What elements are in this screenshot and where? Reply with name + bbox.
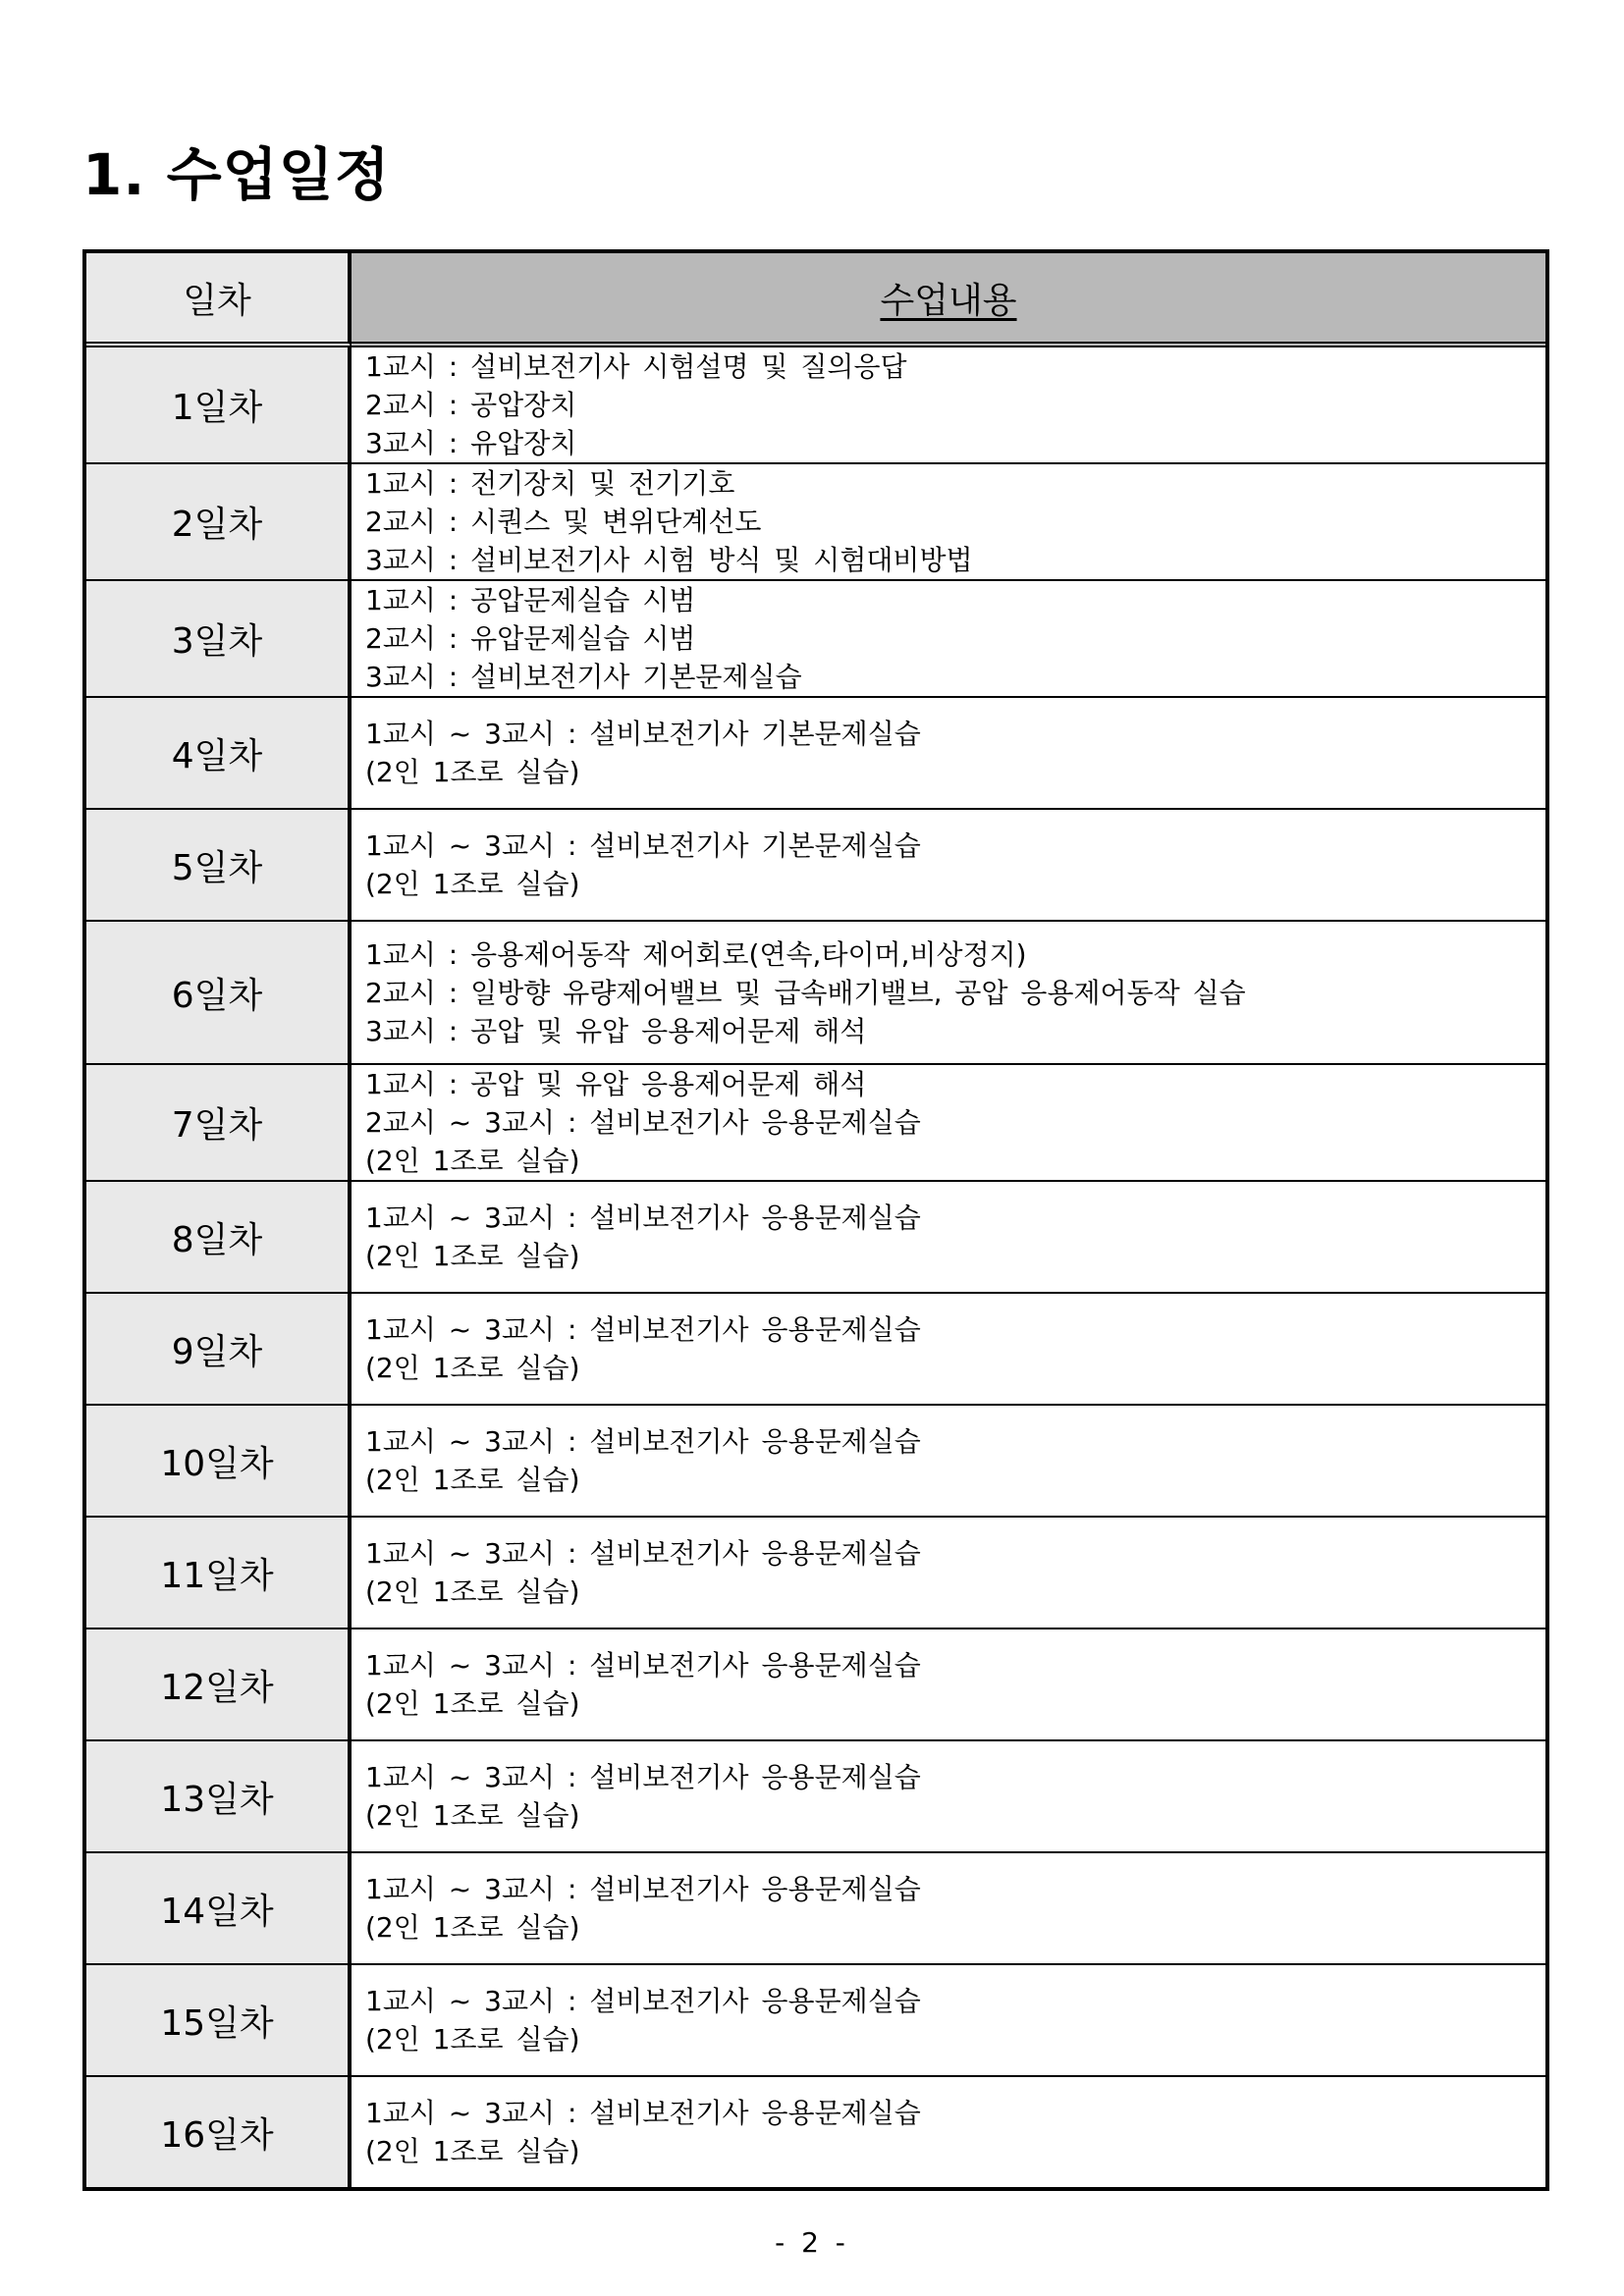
content-cell [352, 698, 1545, 810]
content-cell [352, 581, 1545, 698]
content-line: 1교시 ~ 3교시 : 설비보전기사 응용문제실습 [365, 1649, 921, 1682]
content-line: 2교시 : 공압장치 [365, 389, 577, 421]
content-line: 1교시 : 공압문제실습 시범 [365, 584, 696, 616]
content-line: 2교시 : 시퀀스 및 변위단계선도 [365, 506, 762, 538]
content-line: (2인 1조로 실습) [365, 1575, 580, 1608]
table-row [86, 922, 1545, 1065]
content-line: (2인 1조로 실습) [365, 1464, 580, 1496]
content-line: 3교시 : 공압 및 유압 응용제어문제 해석 [365, 1014, 867, 1047]
content-cell [352, 1294, 1545, 1406]
table-row [86, 1965, 1545, 2077]
table-row [86, 1741, 1545, 1853]
content-cell [352, 347, 1545, 464]
content-line: 1교시 ~ 3교시 : 설비보전기사 응용문제실습 [365, 1761, 921, 1793]
content-line: 1교시 : 전기장치 및 전기기호 [365, 467, 735, 500]
content-cell [352, 1065, 1545, 1182]
content-line: 1교시 ~ 3교시 : 설비보전기사 응용문제실습 [365, 1985, 921, 2017]
day-cell: 5일차 [86, 810, 352, 922]
table-row [86, 581, 1545, 698]
content-line: 1교시 ~ 3교시 : 설비보전기사 응용문제실습 [365, 1537, 921, 1570]
table-row [86, 2077, 1545, 2187]
content-line: (2인 1조로 실습) [365, 1799, 580, 1832]
table-row [86, 698, 1545, 810]
day-cell: 10일차 [86, 1406, 352, 1518]
content-line: (2인 1조로 실습) [365, 1240, 580, 1272]
day-cell: 7일차 [86, 1065, 352, 1182]
content-line: (2인 1조로 실습) [365, 1911, 580, 1944]
header-content-label: 수업내용 [880, 280, 1017, 321]
day-cell: 2일차 [86, 464, 352, 581]
day-cell: 13일차 [86, 1741, 352, 1853]
content-line: 2교시 : 일방향 유량제어밸브 및 급속배기밸브, 공압 응용제어동작 실습 [365, 976, 1246, 1009]
content-line: 1교시 ~ 3교시 : 설비보전기사 응용문제실습 [365, 1873, 921, 1905]
content-line: 1교시 : 응용제어동작 제어회로(연속,타이머,비상정지) [365, 937, 1027, 971]
content-line: (2인 1조로 실습) [365, 1145, 580, 1177]
day-cell: 12일차 [86, 1629, 352, 1741]
content-line: (2인 1조로 실습) [365, 756, 580, 788]
day-cell: 1일차 [86, 347, 352, 464]
table-row [86, 1182, 1545, 1294]
content-cell [352, 2077, 1545, 2187]
content-cell [352, 922, 1545, 1065]
table-row [86, 464, 1545, 581]
table-row [86, 1629, 1545, 1741]
day-cell: 11일차 [86, 1518, 352, 1629]
day-cell: 6일차 [86, 922, 352, 1065]
table-row [86, 1406, 1545, 1518]
day-cell: 15일차 [86, 1965, 352, 2077]
content-cell [352, 1965, 1545, 2077]
content-line: 1교시 : 공압 및 유압 응용제어문제 해석 [365, 1068, 867, 1100]
content-cell [352, 1182, 1545, 1294]
page-number: - 2 - [775, 2226, 849, 2259]
content-cell [352, 1406, 1545, 1518]
header-content [352, 253, 1545, 347]
schedule-body [86, 253, 1545, 2187]
content-line: 2교시 ~ 3교시 : 설비보전기사 응용문제실습 [365, 1106, 921, 1139]
table-row [86, 1065, 1545, 1182]
content-cell [352, 1853, 1545, 1965]
content-line: (2인 1조로 실습) [365, 868, 580, 900]
content-line: (2인 1조로 실습) [365, 1687, 580, 1720]
day-cell: 4일차 [86, 698, 352, 810]
content-line: 3교시 : 설비보전기사 기본문제실습 [365, 661, 802, 693]
content-line: 1교시 : 설비보전기사 시험설명 및 질의응답 [365, 350, 907, 383]
content-cell [352, 1518, 1545, 1629]
day-cell: 16일차 [86, 2077, 352, 2187]
page-title: 1. 수업일정 [82, 141, 391, 208]
content-line: 1교시 ~ 3교시 : 설비보전기사 기본문제실습 [365, 829, 921, 862]
day-cell: 9일차 [86, 1294, 352, 1406]
content-line: 2교시 : 유압문제실습 시범 [365, 622, 696, 655]
table-row [86, 810, 1545, 922]
day-cell: 8일차 [86, 1182, 352, 1294]
content-line: 1교시 ~ 3교시 : 설비보전기사 응용문제실습 [365, 1425, 921, 1458]
table-row [86, 1853, 1545, 1965]
schedule-table [82, 249, 1549, 2191]
content-cell [352, 810, 1545, 922]
content-cell [352, 1629, 1545, 1741]
content-line: 1교시 ~ 3교시 : 설비보전기사 응용문제실습 [365, 1201, 921, 1234]
content-line: 1교시 ~ 3교시 : 설비보전기사 응용문제실습 [365, 2097, 921, 2129]
day-cell: 14일차 [86, 1853, 352, 1965]
header-day: 일차 [86, 253, 352, 347]
content-line: 1교시 ~ 3교시 : 설비보전기사 응용문제실습 [365, 1313, 921, 1346]
content-cell [352, 464, 1545, 581]
content-line: (2인 1조로 실습) [365, 2023, 580, 2056]
content-line: 1교시 ~ 3교시 : 설비보전기사 기본문제실습 [365, 718, 921, 750]
table-row [86, 1294, 1545, 1406]
table-row [86, 347, 1545, 464]
table-header-row [86, 253, 1545, 347]
day-cell: 3일차 [86, 581, 352, 698]
content-line: (2인 1조로 실습) [365, 2135, 580, 2167]
content-line: 3교시 : 설비보전기사 시험 방식 및 시험대비방법 [365, 544, 973, 576]
content-line: 3교시 : 유압장치 [365, 427, 577, 459]
content-line: (2인 1조로 실습) [365, 1352, 580, 1384]
content-cell [352, 1741, 1545, 1853]
table-row [86, 1518, 1545, 1629]
